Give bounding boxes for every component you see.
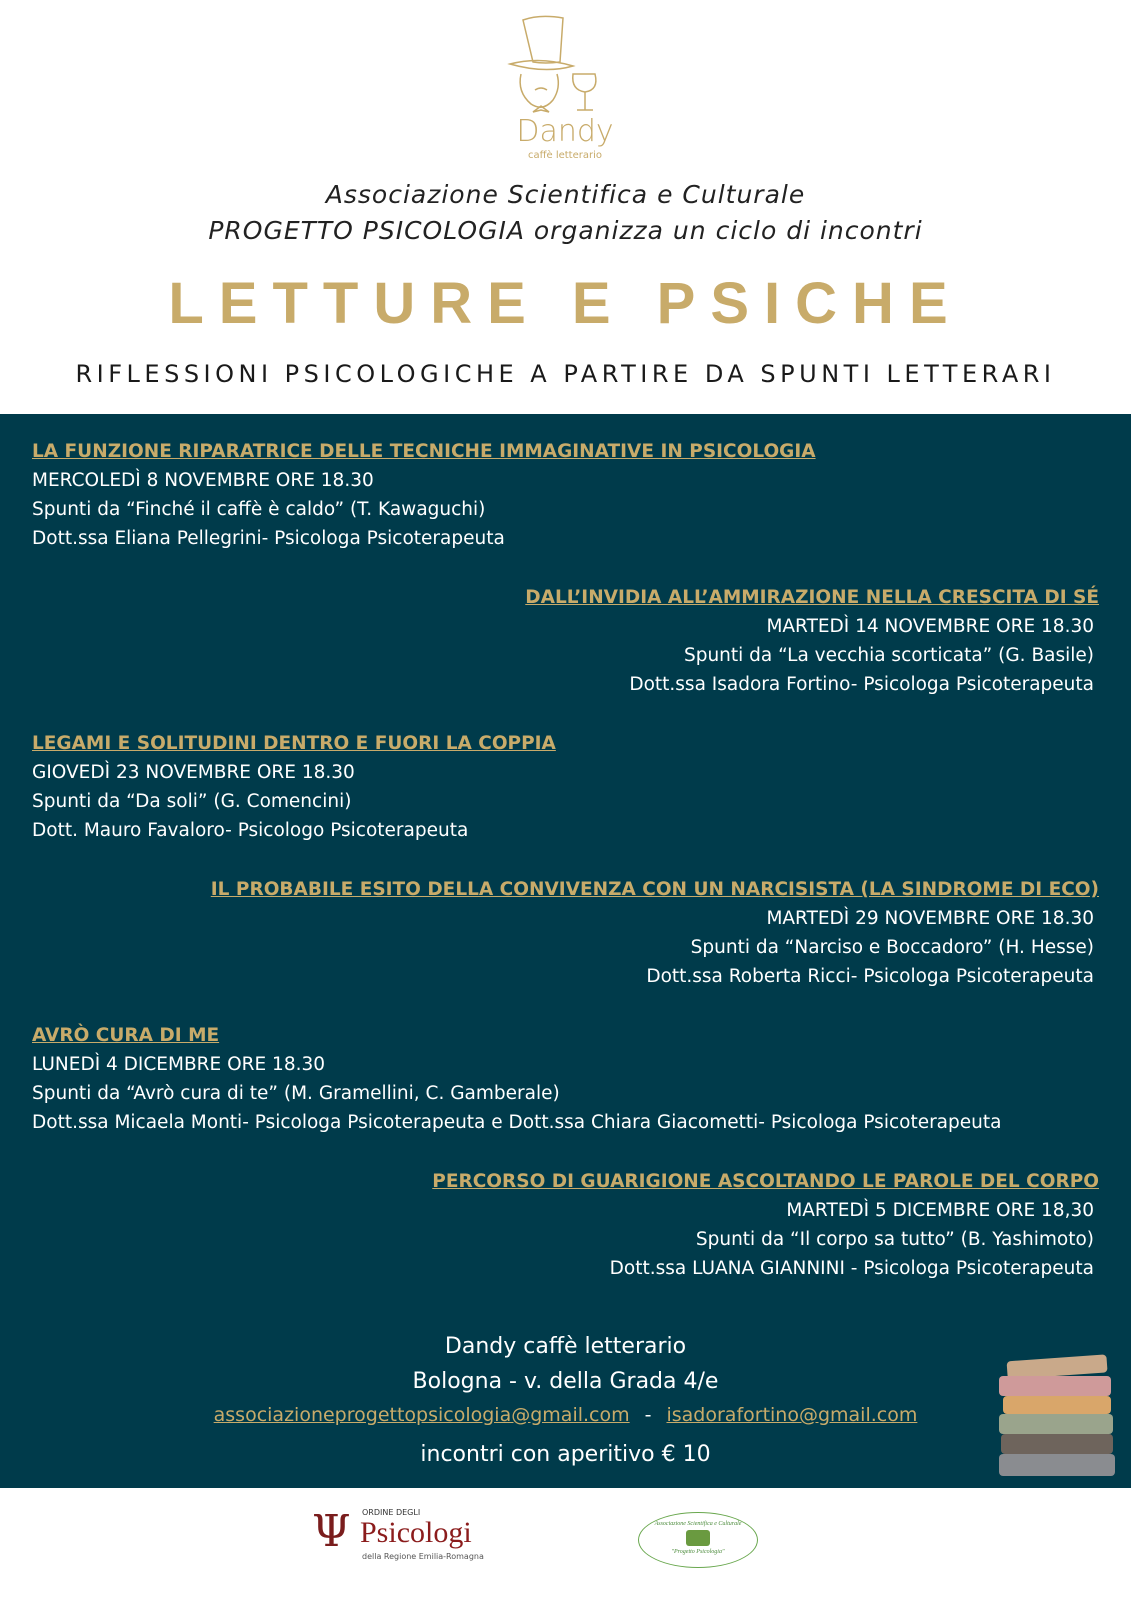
logo-name: Dandy	[516, 114, 614, 149]
event-title: DALL’INVIDIA ALL’AMMIRAZIONE NELLA CRESCITA DI SÉ	[525, 587, 1099, 608]
event-date: MARTEDÌ 14 NOVEMBRE ORE 18.30	[766, 616, 1094, 637]
event-title: AVRÒ CURA DI ME	[32, 1025, 220, 1046]
ordine-top: ORDINE DEGLI	[362, 1508, 421, 1517]
assoc-top: Associazione Scientifica e Culturale	[654, 1521, 742, 1527]
event-source: Spunti da “La vecchia scorticata” (G. Basile)	[683, 645, 1094, 666]
progetto-psicologia-logo	[638, 1512, 758, 1568]
plant-icon	[686, 1530, 710, 1546]
event-title: LA FUNZIONE RIPARATRICE DELLE TECNICHE IMMAGINATIVE IN PSICOLOGIA	[32, 441, 816, 462]
venue: Dandy caffè letterario	[444, 1334, 687, 1359]
event-4	[32, 875, 1099, 991]
event-speaker: Dott.ssa Roberta Ricci- Psicologa Psicoterapeuta	[646, 966, 1094, 987]
event-2	[32, 583, 1099, 699]
event-source: Spunti da “Il corpo sa tutto” (B. Yashimoto)	[695, 1229, 1094, 1250]
event-5	[32, 1021, 1099, 1137]
event-source: Spunti da “Da soli” (G. Comencini)	[32, 791, 352, 812]
event-date: MARTEDÌ 5 DICEMBRE ORE 18,30	[786, 1200, 1094, 1221]
assoc-bottom: "Progetto Psicologia"	[671, 1549, 725, 1555]
event-speaker: Dott.ssa Micaela Monti- Psicologa Psicoterapeuta e Dott.ssa Chiara Giacometti- Psicologa Psicoterapeuta	[32, 1112, 1002, 1133]
email-link-association[interactable]: associazioneprogettopsicologia@gmail.com	[213, 1404, 630, 1426]
page-title: LETTURE E PSICHE	[168, 271, 963, 336]
event-6	[32, 1167, 1099, 1283]
logo-subtitle: caffè letterario	[527, 150, 603, 161]
event-speaker: Dott.ssa Isadora Fortino- Psicologa Psicoterapeuta	[629, 674, 1094, 695]
event-date: GIOVEDÌ 23 NOVEMBRE ORE 18.30	[32, 762, 355, 783]
address: Bologna - v. della Grada 4/e	[412, 1369, 719, 1394]
email-separator: -	[644, 1404, 652, 1426]
event-speaker: Dott.ssa Eliana Pellegrini- Psicologa Psicoterapeuta	[32, 528, 505, 549]
ordine-psicologi-logo	[312, 1506, 492, 1572]
event-1	[32, 437, 1099, 553]
event-source: Spunti da “Avrò cura di te” (M. Gramellini, C. Gamberale)	[32, 1083, 560, 1104]
event-title: PERCORSO DI GUARIGIONE ASCOLTANDO LE PAROLE DEL CORPO	[432, 1171, 1099, 1192]
event-title: LEGAMI E SOLITUDINI DENTRO E FUORI LA COPPIA	[32, 733, 556, 754]
books-illustration	[995, 1354, 1125, 1479]
sponsors-bar	[0, 1488, 1131, 1600]
event-3	[32, 729, 1099, 845]
org-line-2: PROGETTO PSICOLOGIA organizza un ciclo di incontri	[208, 216, 923, 245]
event-title: IL PROBABILE ESITO DELLA CONVIVENZA CON UN NARCISISTA (LA SINDROME DI ECO)	[210, 879, 1099, 900]
event-speaker: Dott. Mauro Favaloro- Psicologo Psicoterapeuta	[32, 820, 469, 841]
event-source: Spunti da “Narciso e Boccadoro” (H. Hesse)	[690, 937, 1094, 958]
dandy-logo	[505, 12, 625, 164]
events-panel	[0, 414, 1131, 1488]
event-date: MERCOLEDÌ 8 NOVEMBRE ORE 18.30	[32, 470, 374, 491]
page-subtitle: RIFLESSIONI PSICOLOGICHE A PARTIRE DA SPUNTI LETTERARI	[75, 360, 1056, 388]
ordine-sub: della Regione Emilia-Romagna	[362, 1552, 484, 1561]
price: incontri con aperitivo € 10	[420, 1442, 711, 1467]
event-speaker: Dott.ssa LUANA GIANNINI - Psicologa Psicoterapeuta	[609, 1258, 1094, 1279]
event-date: LUNEDÌ 4 DICEMBRE ORE 18.30	[32, 1054, 326, 1075]
psi-icon: Ψ	[312, 1506, 351, 1557]
event-date: MARTEDÌ 29 NOVEMBRE ORE 18.30	[766, 908, 1094, 929]
org-line-1: Associazione Scientifica e Culturale	[325, 180, 806, 209]
event-source: Spunti da “Finché il caffè è caldo” (T. Kawaguchi)	[32, 499, 486, 520]
email-link-fortino[interactable]: isadorafortino@gmail.com	[666, 1404, 918, 1426]
contacts	[0, 1402, 1131, 1427]
ordine-name: Psicologi	[360, 1516, 472, 1549]
